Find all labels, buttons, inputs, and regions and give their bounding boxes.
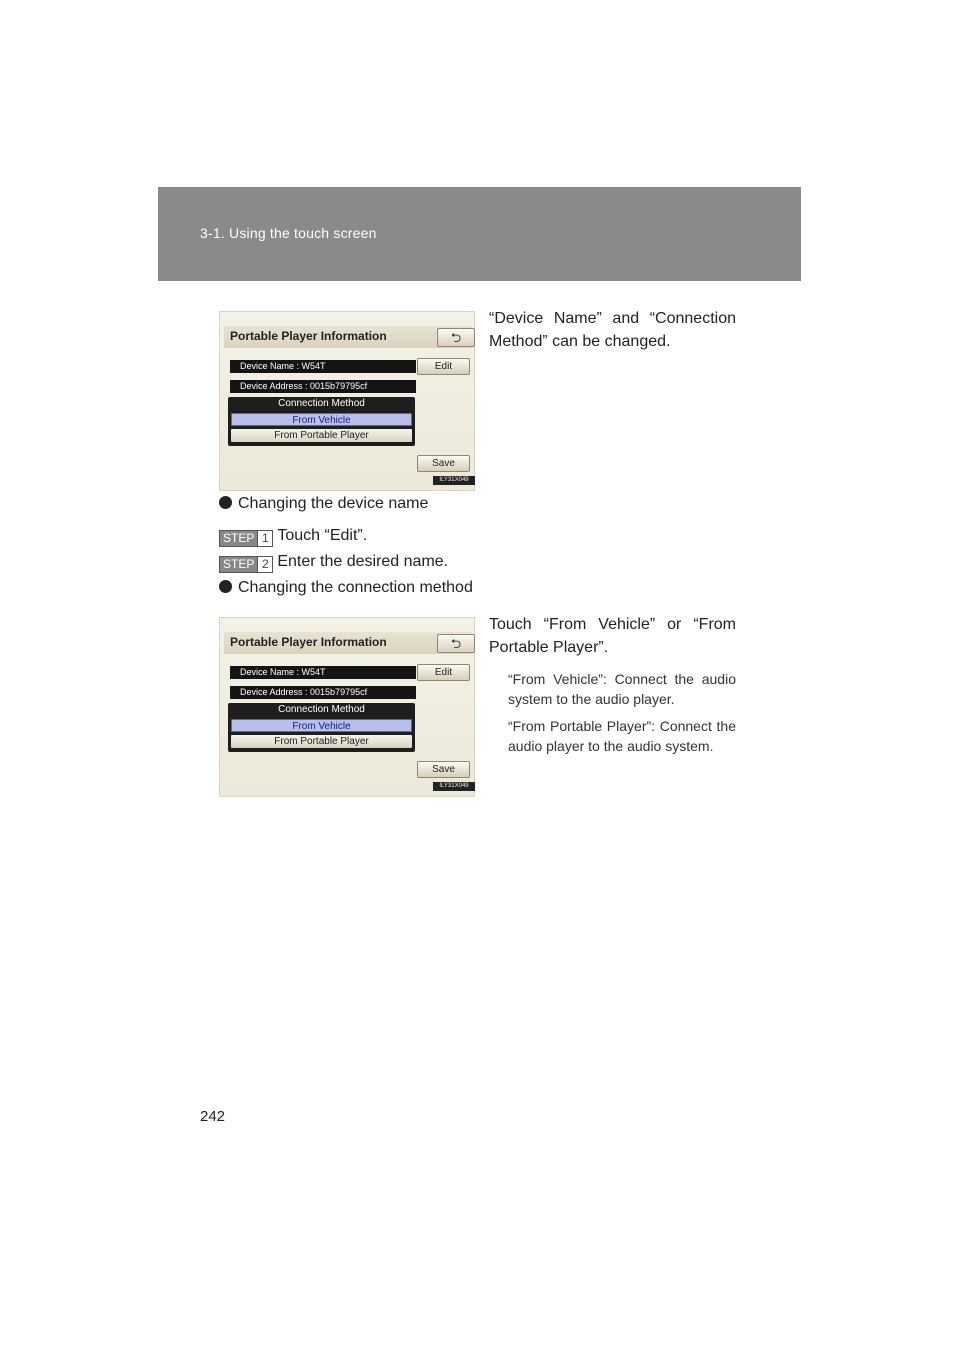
step-badge: STEP 2 [219, 556, 273, 573]
image-code: ILY31X049 [433, 782, 475, 791]
connection-method-label: Connection Method [278, 704, 365, 715]
intro-text: “Device Name” and “Connection Method” can be changed. [489, 310, 736, 350]
bullet-icon [219, 496, 232, 509]
connection-instruction: Touch “From Vehicle” or “From Portable Player”. [489, 616, 736, 656]
screen-title: Portable Player Information [230, 635, 387, 649]
edit-button[interactable]: Edit [417, 664, 470, 681]
device-address-bar: Device Address : 0015b79795cf [230, 686, 416, 699]
connection-method-panel [228, 397, 415, 446]
screen-image-2 [219, 617, 475, 797]
from-vehicle-option[interactable]: From Vehicle [231, 719, 412, 732]
image-code: ILY31X049 [433, 476, 475, 485]
page-number: 242 [200, 1108, 226, 1125]
note-from-vehicle: “From Vehicle”: Connect the audio system to the audio player. [508, 671, 736, 707]
screen-image-1 [219, 311, 475, 491]
screen-title: Portable Player Information [230, 329, 387, 343]
section-header-band [158, 187, 801, 281]
device-name-bar: Device Name : W54T [230, 360, 416, 373]
back-button[interactable] [437, 634, 475, 653]
section-heading-connection-method: Changing the connection method [219, 579, 473, 597]
device-address-bar: Device Address : 0015b79795cf [230, 380, 416, 393]
from-portable-player-option[interactable]: From Portable Player [231, 735, 412, 748]
save-button[interactable]: Save [417, 761, 470, 778]
save-button[interactable]: Save [417, 455, 470, 472]
section-title: 3-1. Using the touch screen [200, 225, 377, 241]
connection-method-panel [228, 703, 415, 752]
connection-method-label: Connection Method [278, 398, 365, 409]
back-button[interactable] [437, 328, 475, 347]
from-vehicle-option[interactable]: From Vehicle [231, 413, 412, 426]
back-arrow-icon: ⮌ [450, 636, 462, 651]
step-1: STEP 1 Touch “Edit”. [219, 527, 367, 547]
step-badge: STEP 1 [219, 530, 273, 547]
bullet-icon [219, 580, 232, 593]
back-arrow-icon: ⮌ [450, 330, 462, 345]
screen-title-bar [224, 632, 472, 654]
screen-title-bar [224, 326, 472, 348]
edit-button[interactable]: Edit [417, 358, 470, 375]
device-name-bar: Device Name : W54T [230, 666, 416, 679]
note-from-portable-player: “From Portable Player”: Connect the audio player to the audio system. [508, 718, 736, 754]
from-portable-player-option[interactable]: From Portable Player [231, 429, 412, 442]
section-heading-device-name: Changing the device name [219, 495, 428, 513]
step-2: STEP 2 Enter the desired name. [219, 553, 448, 573]
